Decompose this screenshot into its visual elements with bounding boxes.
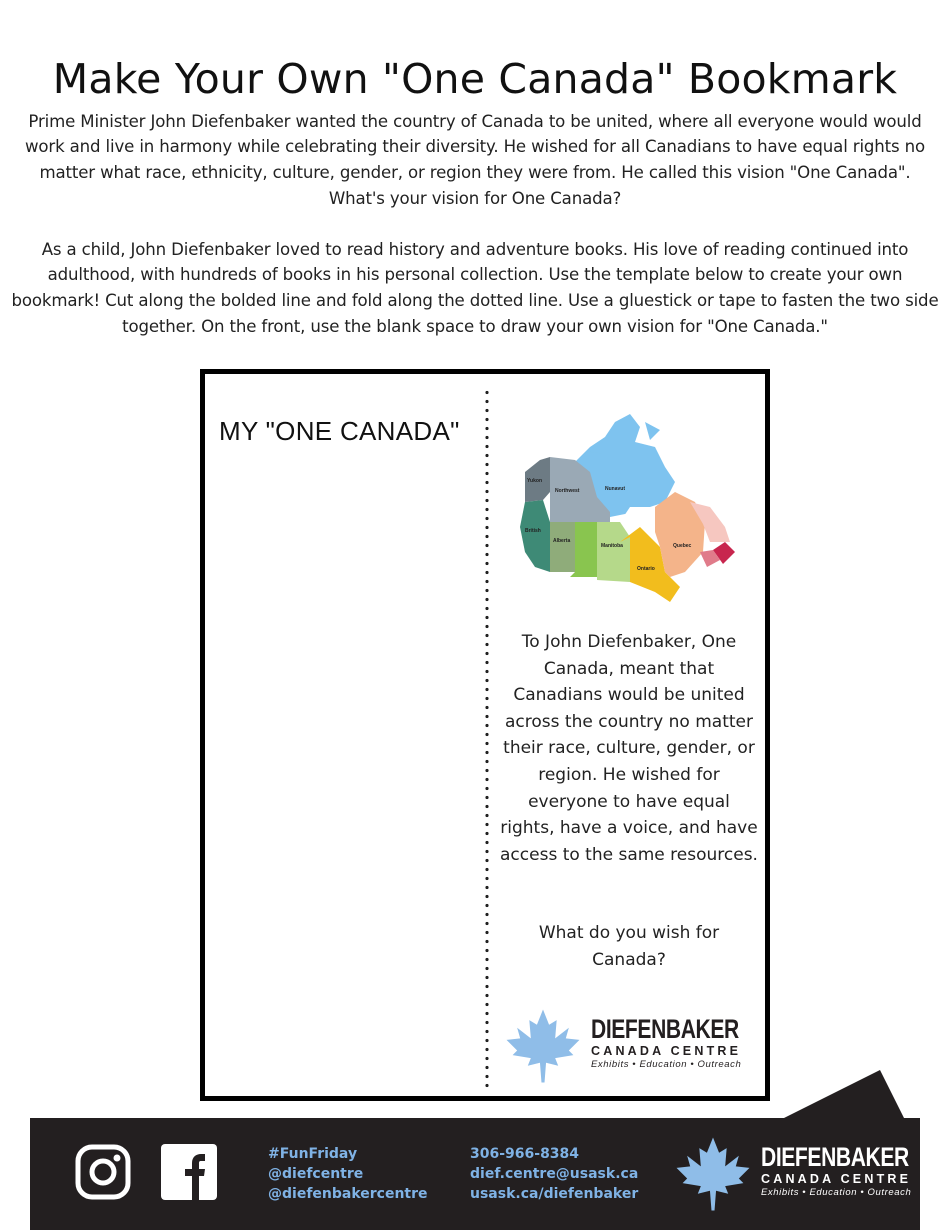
maple-leaf-icon [505,1006,581,1086]
logo-main-text: DIEFENBAKER [761,1142,909,1172]
footer-social-handles [268,1144,428,1204]
fold-dotted-line [485,388,489,1092]
diefenbaker-centre-logo [505,1002,745,1087]
handle-diefcentre[interactable]: @diefcentre [268,1166,364,1182]
svg-text:British: British [525,528,541,534]
svg-text:Alberta: Alberta [553,538,571,544]
maple-leaf-icon [675,1134,751,1214]
svg-text:Manitoba: Manitoba [601,543,623,549]
website-link[interactable]: usask.ca/diefenbaker [470,1186,639,1202]
logo-sub-text: CANADA CENTRE [761,1172,912,1186]
facebook-icon[interactable] [161,1144,217,1200]
handle-diefenbakercentre[interactable]: @diefenbakercentre [268,1186,428,1202]
footer-diefenbaker-logo [675,1130,915,1215]
logo-main-text: DIEFENBAKER [591,1014,739,1044]
phone-number[interactable]: 306-966-8384 [470,1146,580,1162]
canada-map-image [515,412,740,607]
svg-text:Ontario: Ontario [637,566,655,572]
instagram-icon[interactable] [75,1144,131,1200]
footer-decorative-peak [780,1066,920,1120]
intro-paragraph: Prime Minister John Diefenbaker wanted the country of Canada to be united, where all everyone would would work and live in harmony while celebrating their diversity. He wished for all Canadians to have equal rights no matter what race, ethnicity, culture, gender, or region they were from. He called this vision "One Canada". What's your vision for One Canada? [24,111,926,208]
page-title: Make Your Own "One Canada" Bookmark [52,55,898,104]
svg-text:Northwest: Northwest [555,488,580,494]
bookmark-back-question: What do you wish for Canada? [538,923,720,970]
email-link[interactable]: dief.centre@usask.ca [470,1166,639,1182]
logo-tagline: Exhibits • Education • Outreach [591,1059,742,1070]
footer-banner [30,1118,920,1230]
logo-tagline: Exhibits • Education • Outreach [761,1187,912,1198]
bookmark-template [200,369,770,1101]
hashtag-fun-friday[interactable]: #FunFriday [268,1146,358,1162]
instructions-paragraph: As a child, John Diefenbaker loved to read history and adventure books. His love of reading continued into adulthood, with hundreds of books in his personal collection. Use the template below to create your own bookmark! Cut along the bolded line and fold along the dotted line. Use a gluestick or tape to fasten the two side together. On the front, use the blank space to draw your own vision for "One Canada." [11,239,939,336]
logo-sub-text: CANADA CENTRE [591,1044,742,1058]
bookmark-back-text: To John Diefenbaker, One Canada, meant that Canadians would be united across the country no matter their race, culture, gender, or region. He wished for everyone to have equal rights, have a voice, and have access to the same resources. [500,632,758,865]
svg-text:Yukon: Yukon [527,478,543,484]
svg-text:Quebec: Quebec [673,543,692,549]
bookmark-front-heading: MY "ONE CANADA" [219,416,460,446]
svg-text:Nunavut: Nunavut [605,486,625,492]
footer-contact-info [470,1144,638,1204]
